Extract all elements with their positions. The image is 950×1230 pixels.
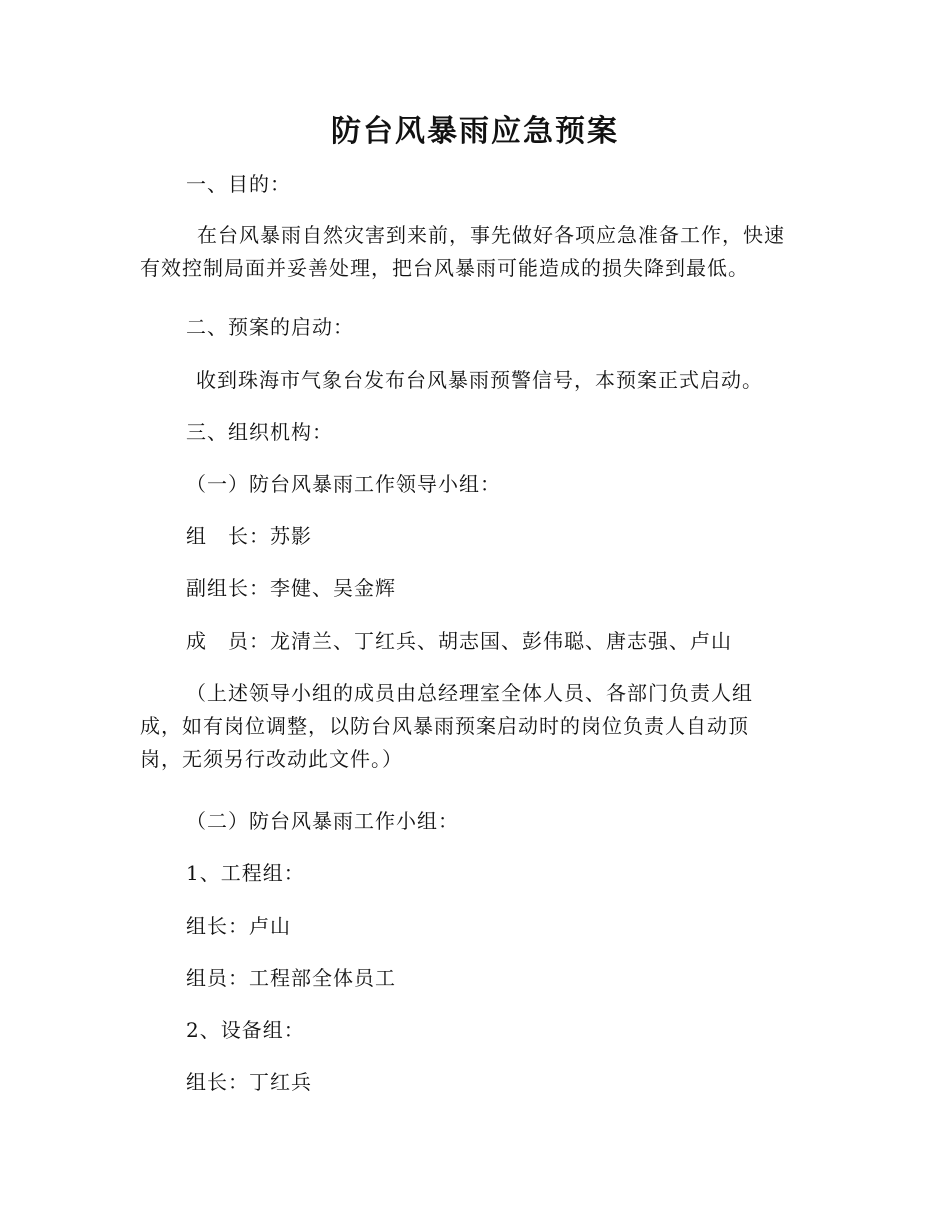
engineering-group-heading: 1、工程组：: [186, 861, 305, 885]
leadership-group-heading: （一）防台风暴雨工作领导小组：: [186, 472, 501, 496]
engineering-group-leader: 组长：卢山: [186, 914, 291, 938]
section-3-heading: 三、组织机构：: [186, 420, 333, 444]
leadership-note: [140, 677, 820, 776]
section-1-body-line-1: 在台风暴雨自然灾害到来前，事先做好各项应急准备工作，快速: [197, 223, 785, 247]
group-leader-line: 组 长：苏影: [186, 524, 312, 548]
equipment-group-heading: 2、设备组：: [186, 1018, 305, 1042]
leadership-note-line-1: （上述领导小组的成员由总经理室全体人员、各部门负责人组: [186, 681, 753, 705]
equipment-group-leader: 组长：丁红兵: [186, 1070, 312, 1094]
section-1-body-line-2: 有效控制局面并妥善处理，把台风暴雨可能造成的损失降到最低。: [140, 256, 749, 280]
section-2-body: 收到珠海市气象台发布台风暴雨预警信号，本预案正式启动。: [196, 368, 763, 392]
members-line: 成 员：龙清兰、丁红兵、胡志国、彭伟聪、唐志强、卢山: [186, 629, 732, 653]
document-title: 防台风暴雨应急预案: [331, 114, 619, 149]
leadership-note-line-2: 成，如有岗位调整，以防台风暴雨预案启动时的岗位负责人自动顶: [140, 714, 749, 738]
working-group-heading: （二）防台风暴雨工作小组：: [186, 809, 459, 833]
engineering-group-members: 组员：工程部全体员工: [186, 966, 396, 990]
deputy-leader-line: 副组长：李健、吴金辉: [186, 576, 396, 600]
section-2-heading: 二、预案的启动：: [186, 315, 354, 339]
leadership-note-line-3: 岗，无须另行改动此文件。）: [140, 747, 403, 771]
section-1-heading: 一、目的：: [186, 172, 291, 196]
section-1-body: [140, 219, 820, 285]
